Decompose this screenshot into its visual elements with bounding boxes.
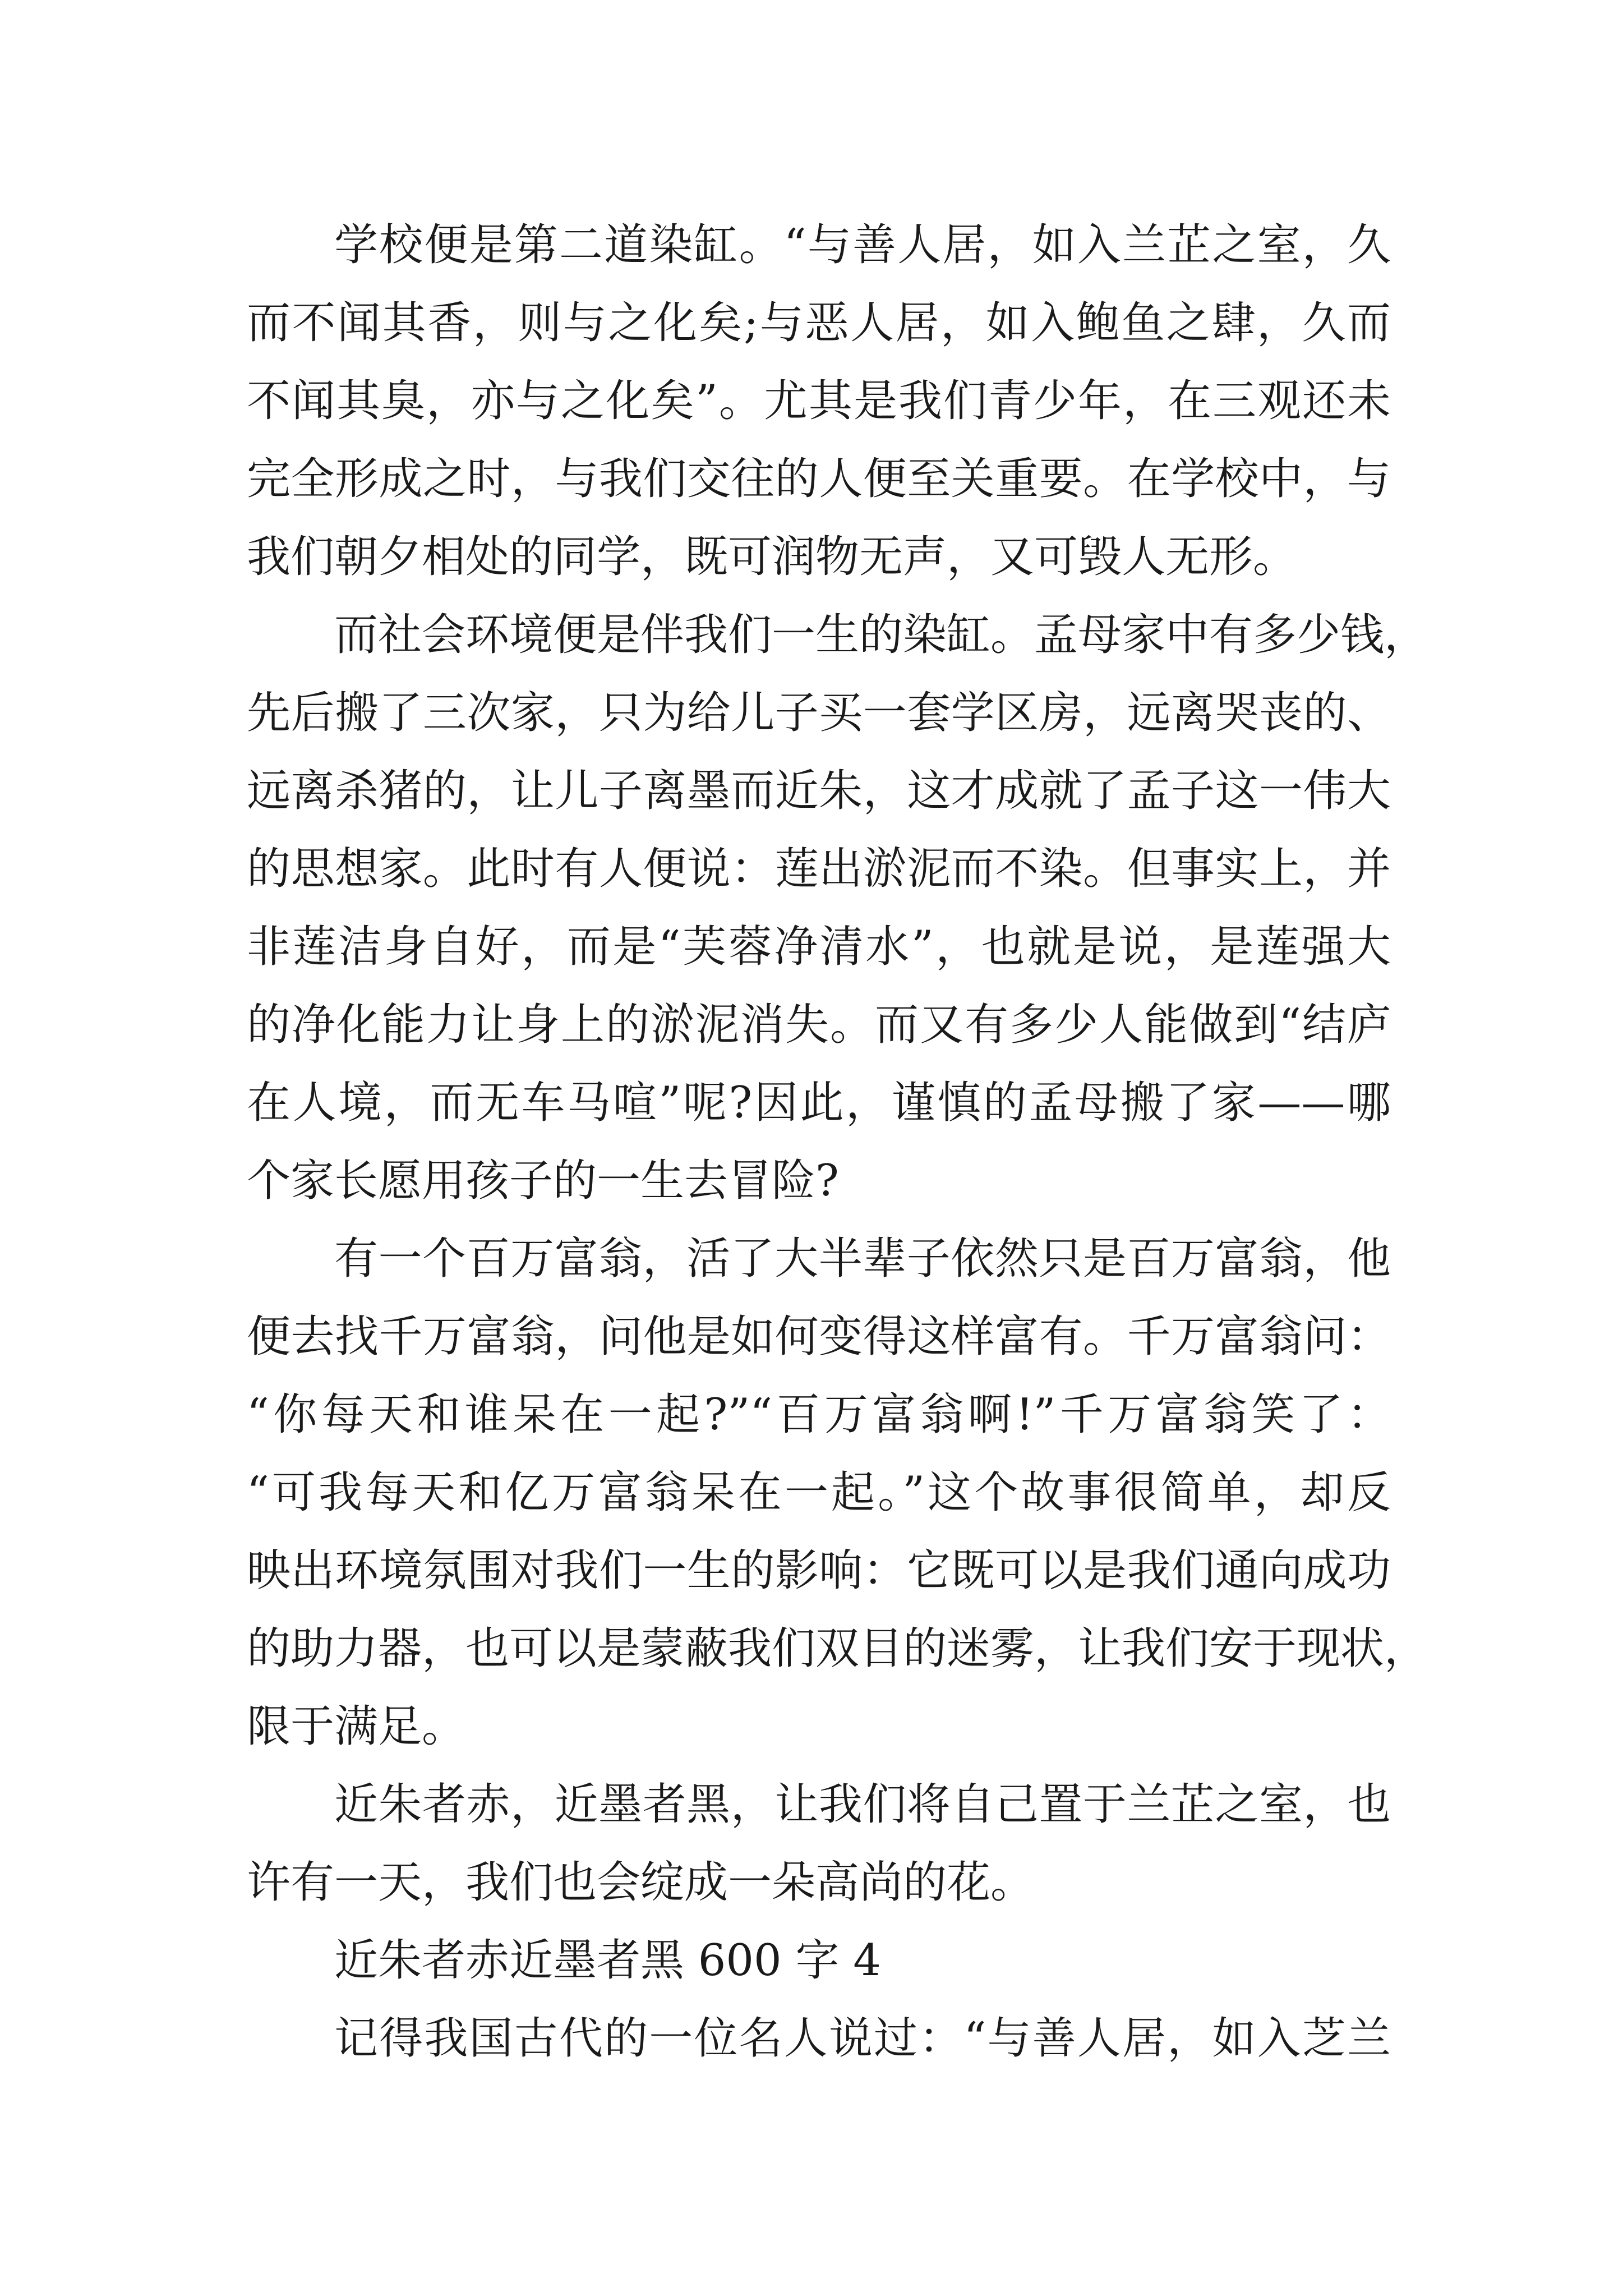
text-line: 在人境，而无车马喧”呢?因此，谨慎的孟母搬了家——哪 <box>247 1078 1391 1128</box>
text-line: 限于满足。 <box>247 1701 466 1752</box>
text-line: 完全形成之时，与我们交往的人便至关重要。在学校中，与 <box>247 454 1391 504</box>
text-line: 而社会环境便是伴我们一生的染缸。孟母家中有多少钱， <box>334 610 1428 660</box>
text-line: “可我每天和亿万富翁呆在一起。”这个故事很简单，却反 <box>247 1467 1391 1518</box>
text-line: 而不闻其香，则与之化矣;与恶人居，如入鲍鱼之肆，久而 <box>247 298 1391 348</box>
text-line: 先后搬了三次家，只为给儿子买一套学区房，远离哭丧的、 <box>247 688 1391 738</box>
text-line: 有一个百万富翁，活了大半辈子依然只是百万富翁，他 <box>334 1234 1391 1284</box>
section-heading: 近朱者赤近墨者黑 600 字 4 <box>334 1935 881 1986</box>
text-line: 近朱者赤，近墨者黑，让我们将自己置于兰芷之室，也 <box>334 1779 1391 1830</box>
text-line: 许有一天，我们也会绽成一朵高尚的花。 <box>247 1857 1035 1908</box>
text-line: 个家长愿用孩子的一生去冒险? <box>247 1156 839 1206</box>
text-line: 的助力器，也可以是蒙蔽我们双目的迷雾，让我们安于现状， <box>247 1623 1428 1674</box>
text-line: 的思想家。此时有人便说：莲出淤泥而不染。但事实上，并 <box>247 844 1391 894</box>
text-line: 我们朝夕相处的同学，既可润物无声，又可毁人无形。 <box>247 532 1297 582</box>
text-line: 非莲洁身自好，而是“芙蓉净清水”，也就是说，是莲强大 <box>247 922 1391 972</box>
text-line: 远离杀猪的，让儿子离墨而近朱，这才成就了孟子这一伟大 <box>247 766 1391 816</box>
text-line: 学校便是第二道染缸。“与善人居，如入兰芷之室，久 <box>334 220 1391 270</box>
text-line: 映出环境氛围对我们一生的影响：它既可以是我们通向成功 <box>247 1545 1391 1596</box>
text-line: 不闻其臭，亦与之化矣”。尤其是我们青少年，在三观还未 <box>247 376 1391 426</box>
text-line: 的净化能力让身上的淤泥消失。而又有多少人能做到“结庐 <box>247 1000 1391 1050</box>
text-line: “你每天和谁呆在一起?”“百万富翁啊!”千万富翁笑了： <box>247 1389 1391 1440</box>
text-line: 记得我国古代的一位名人说过：“与善人居，如入芝兰 <box>334 2013 1391 2064</box>
text-line: 便去找千万富翁，问他是如何变得这样富有。千万富翁问： <box>247 1312 1391 1362</box>
